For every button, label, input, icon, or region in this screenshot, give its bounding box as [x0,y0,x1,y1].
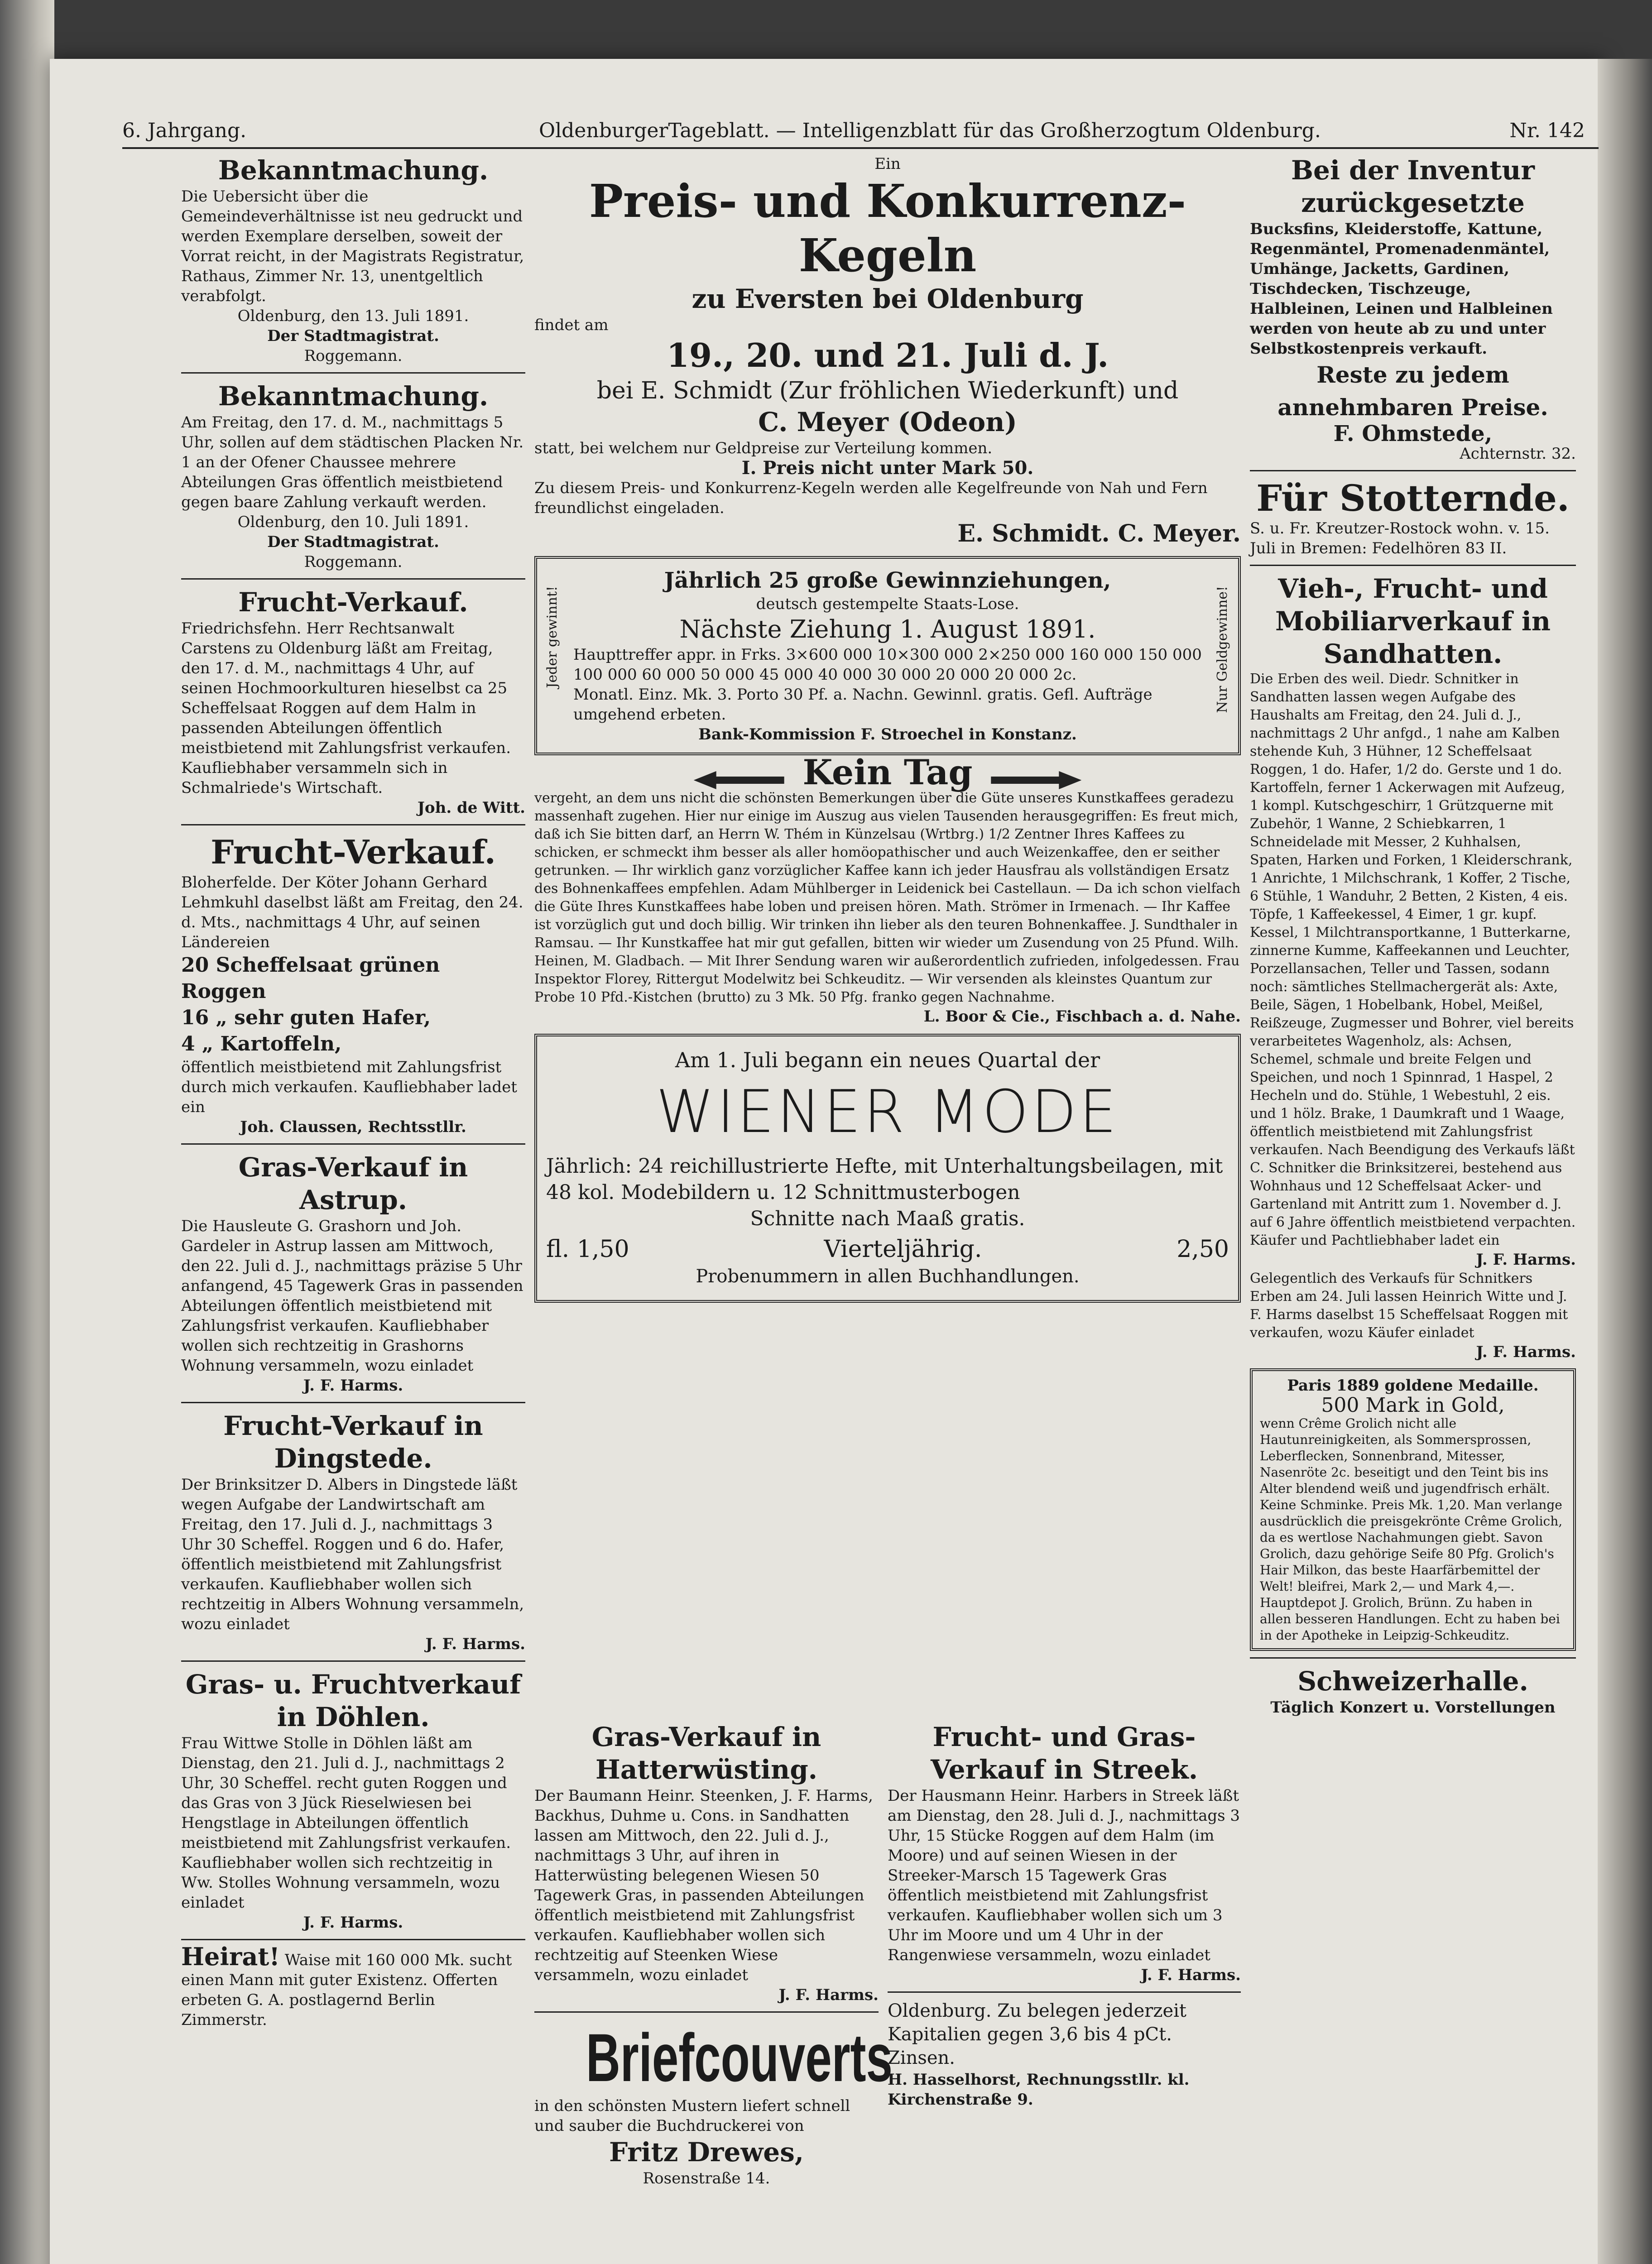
wiener-mode-logo: WIENER MODE [656,1077,1119,1146]
ad-text: in den schönsten Mustern liefert schnell und sauber die Buchdruckerei von [534,2097,850,2135]
divider [1250,565,1576,566]
ad-kein-tag [534,752,1241,1026]
divider [1250,1657,1576,1659]
ad-text: Bloherfelde. Der Köter Johann Gerhard Lehmkuhl daselbst läßt am Freitag, den 24. d. Mts., nachmittags 4 Uhr, auf seinen Ländereien [181,873,523,951]
ad-text: S. u. Fr. Kreutzer-Rostock wohn. v. 15. Juli in Bremen: Fedelhören 83 II. [1250,519,1550,557]
column-middle-left [534,1721,893,2188]
ad-signature: Bank-Kommission F. Stroechel in Konstanz. [698,725,1077,743]
ad-place: zu Eversten bei Oldenburg [692,283,1084,314]
ad-title: Frucht- und Gras-Verkauf in Streek. [930,1722,1198,1785]
column-middle [534,154,1241,1303]
ad-title: Bekanntmachung. [218,155,489,186]
ad-line: 20 Scheffelsaat grünen Roggen [181,954,440,1003]
ad-signature: E. Schmidt. C. Meyer. [957,520,1241,547]
ad-inventur [1250,154,1576,464]
ad-frucht-verkauf-1 [181,586,525,818]
ad-title: Jährlich 25 große Gewinnziehungen, [664,568,1111,593]
ad-sandhatten [1250,572,1576,1362]
divider [888,1991,1241,1993]
ad-title: Preis- und Konkurrenz-Kegeln [589,174,1186,282]
divider [181,372,525,374]
ad-text: bei E. Schmidt (Zur fröhlichen Wiederkunft) und [596,377,1179,404]
pointing-hand-icon [694,771,784,789]
ad-line: 16 „ sehr guten Hafer, [181,1006,431,1029]
ad-text: Frau Wittwe Stolle in Döhlen läßt am Dienstag, den 21. Juli d. J., nachmittags 2 Uhr, 30 Scheffel. recht guten Roggen und das Gras von 3 Jück Rieselwiesen bei Hengstlage in Abteilungen öffentlich meistbietend mit Zahlungsfrist verkaufen. Kaufliebhaber wollen sich rechtzeitig in Ww. Stolles Wohnung versammeln, wozu einladet [181,1734,511,1912]
issue-number: Nr. 142 [1509,119,1585,142]
ad-next: Nächste Ziehung 1. August 1891. [679,615,1096,643]
ad-name: Roggemann. [304,553,403,571]
ad-title: Schweizerhalle. [1297,1666,1528,1697]
ad-signature: J. F. Harms. [425,1635,525,1653]
ad-text: Friedrichsfehn. Herr Rechtsanwalt Carstens zu Oldenburg läßt am Freitag, den 17. d. M., nachmittags 4 Uhr, auf seinen Hochmoorkulturen hieselbst ca 25 Scheffelsaat Roggen auf dem Halm in passenden Abteilungen öffentlich meistbietend mit Zahlungsfrist verkaufen. Kaufliebhaber versammeln sich in Schmalriede's Wirtschaft. [181,619,511,797]
ad-address: Rosenstraße 14. [643,2169,770,2187]
ad-title: Gras-Verkauf in Astrup. [238,1152,468,1215]
side-label: Nur Geldgewinne! [1215,586,1230,713]
ad-wiener-mode [534,1034,1241,1303]
ad-bekanntmachung-2 [181,380,525,572]
ad-title: Frucht-Verkauf. [238,587,468,618]
ad-sub: 500 Mark in Gold, [1321,1394,1505,1417]
ad-date: Oldenburg, den 13. Juli 1891. [237,307,469,325]
ad-signature: Joh. de Witt. [417,799,525,817]
book-spine [0,0,54,2264]
ad-dates: 19., 20. und 21. Juli d. J. [666,336,1109,374]
ad-text: Bucksfins, Kleiderstoffe, Kattune, Regenmäntel, Promenadenmäntel, Umhänge, Jacketts, Gardinen, Tischdecken, Tischzeuge, Halbleinen, Leinen und Halbleinen werden von heute ab zu und unter Selbstkostenpreis verkauft. [1250,220,1553,358]
ad-prize: I. Preis nicht unter Mark 50. [741,457,1034,479]
ad-head: Am 1. Juli begann ein neues Quartal der [675,1048,1100,1072]
ad-signature: J. F. Harms. [778,1986,879,2004]
ad-signature: H. Hasselhorst, Rechnungsstllr. kl. Kirchenstraße 9. [888,2071,1190,2109]
ad-signature: Der Stadtmagistrat. [267,533,439,551]
divider [534,2011,879,2013]
ad-signature: J. F. Harms. [303,1914,403,1932]
ad-signature: F. Ohmstede, [1333,421,1493,446]
ad-dingstede [181,1410,525,1654]
ad-text: C. Meyer (Odeon) [758,407,1017,437]
ad-sub: deutsch gestempelte Staats-Lose. [756,595,1019,613]
side-label: Jeder gewinnt! [544,586,560,688]
ad-text: Der Brinksitzer D. Albers in Dingstede läßt wegen Aufgabe der Landwirtschaft am Freitag, den 17. Juli d. J., nachmittags 3 Uhr 30 Scheffel. Roggen und 6 do. Hafer, öffentlich meistbietend mit Zahlungsfrist verkaufen. Kaufliebhaber wollen sich rechtzeitig in Albers Wohnung versammeln, wozu einladet [181,1476,524,1633]
ad-date: Oldenburg, den 10. Juli 1891. [237,513,469,531]
divider [181,1939,525,1940]
column-right [1250,154,1576,1717]
ad-text: öffentlich meistbietend mit Zahlungsfrist durch mich verkaufen. Kaufliebhaber ladet ein [181,1058,517,1116]
ad-text: Monatl. Einz. Mk. 3. Porto 30 Pf. a. Nachn. Gewinnl. gratis. Gefl. Aufträge umgehend erbeten. [573,686,1153,724]
ad-text: Täglich Konzert u. Vorstellungen [1270,1698,1556,1717]
price-right: 2,50 [1177,1236,1229,1263]
divider [181,1402,525,1403]
ad-bekanntmachung-1 [181,154,525,366]
ad-text: Die Uebersicht über die Gemeindeverhältnisse ist neu gedruckt und werden Exemplare derselben, soweit der Vorrat reicht, in der Magistrats Registratur, Rathaus, Zimmer Nr. 13, unentgeltlich verabfolgt. [181,187,524,305]
ad-address: Achternstr. 32. [1460,445,1576,463]
ad-doehlen [181,1668,525,1933]
ad-text: vergeht, an dem uns nicht die schönsten Bemerkungen über die Güte unseres Kunstkaffees geradezu massenhaft zugehen. Hier nur einige im Auszug aus vielen Tausenden herausgegriffen: Es freut mich, daß ich Sie bitten darf, an Herrn W. Thém in Künzelsau (Wrtbrg.) 1/2 Zentner Ihres Kaffees zu schicken, er schmeckt ihm besser als aller homöopathischer und auch Weizenkaffee, den er seither getrunken. — Ihr wirklich ganz vorzüglicher Kaffee kann ich jeder Hausfrau als vollständigen Ersatz des Bohnenkaffees empfehlen. Adam Mühlberger in Leidenick bei Castellaun. — Da ich schon vielfach die Güte Ihres Kunstkaffees habe loben und preisen hören. Math. Strömer in Irmenach. — Ihr Kaffee ist vorzüglich gut und doch billig. Wir trinken ihn lieber als den teuren Bohnenkaffee. J. Sundthaler in Ramsau. — Ihr Kunstkaffee hat mir gut gefallen, bitten wir wieder um Zusendung von 25 Pfund. Wilh. Heinen, M. Gladbach. — Mit Ihrer Sendung waren wir außerordentlich zufrieden, infolgedessen. Frau Inspektor Florey, Rittergut Modelwitz bei Schkeuditz. — Wir versenden als kleinstes Quantum zur Probe 10 Pfd.-Kistchen (brutto) zu 3 Mk. 50 Pfg. franko gegen Nachnahme. [534,790,1241,1005]
ad-text: Die Hausleute G. Grashorn und Joh. Gardeler in Astrup lassen am Mittwoch, den 22. Juli d. J., nachmittags präzise 5 Uhr anfangend, 45 Tagewerk Gras in passenden Abteilungen öffentlich meistbietend mit Zahlungsfrist verkaufen. Kaufliebhaber wollen sich rechtzeitig in Grashorns Wohnung versammeln, wozu einladet [181,1217,523,1375]
price-left: fl. 1,50 [546,1236,629,1263]
ad-text: Oldenburg. Zu belegen jederzeit Kapitalien gegen 3,6 bis 4 pCt. Zinsen. [888,2000,1186,2068]
ad-text: Gelegentlich des Verkaufs für Schnitkers Erben am 24. Juli lassen Heinrich Witte und J. F. Harms daselbst 15 Scheffelsaat Roggen mit verkaufen, wozu Käufer einladet [1250,1271,1568,1341]
ad-text: Die Erben des weil. Diedr. Schnitker in Sandhatten lassen wegen Aufgabe des Haushalts am Freitag, den 24. Juli d. J., nachmittags 2 Uhr anfgd., 1 nahe am Kalben stehende Kuh, 3 Hühner, 12 Scheffelsaat Roggen, 1 do. Hafer, 1/2 do. Gerste und 1 do. Kartoffeln, ferner 1 Ackerwagen mit Aufzeug, 1 kompl. Kutschgeschirr, 1 Grützquerne mit Zubehör, 1 Wanne, 2 Schiebkarren, 1 Schneidelade mit Messer, 2 Kuhhalsen, Spaten, Harken und Forken, 1 Kleiderschrank, 1 Anrichte, 1 Milchschrank, 1 Koffer, 2 Tische, 6 Stühle, 1 Wanduhr, 2 Betten, 2 Kisten, 4 eis. Töpfe, 1 Kaffeekessel, 4 Eimer, 1 gr. kupf. Kessel, 1 Milchtransportkanne, 1 Butterkarne, zinnerne Kumme, Kaffeekannen und Leuchter, Porzellansachen, Teller und Tassen, sodann noch: sämtliches Stellmachergerät als: Axte, Beile, Sägen, 1 Hobelbank, Hobel, Meißel, Reißzeuge, Zugmesser und Bohrer, viel bereits verarbeitetes Wagenholz, als: Achsen, Schemel, schmale und breite Felgen und Speichen, und noch 1 Spinnrad, 1 Haspel, 2 Hecheln und do. Stühle, 1 Webestuhl, 2 eis. und 1 hölz. Brake, 1 Daumkraft und 1 Waage, öffentlich meistbietend mit Zahlungsfrist verkaufen. Nach Beendigung des Verkaufs läßt C. Schnitker die Brinksitzerei, bestehend aus Wohnhaus und 12 Scheffelsaat Acker- und Gartenland mit Antritt zum 1. November d. J. auf 6 Jahre öffentlich meistbietend verpachten. Käufer und Pachtliebhaber ladet ein [1250,671,1576,1248]
ad-title: Gras-Verkauf in Hatterwüsting. [591,1722,821,1785]
masthead: OldenburgerTageblatt. — Intelligenzblatt für das Großherzogtum Oldenburg. [539,119,1321,142]
divider [181,1143,525,1145]
ad-signature: J. F. Harms. [1141,1966,1241,1984]
ad-signature: J. F. Harms. [1476,1251,1576,1269]
ad-signature: Der Stadtmagistrat. [267,327,439,345]
ad-kegeln [534,154,1241,550]
ad-text: Schnitte nach Maaß gratis. [750,1207,1025,1230]
ad-text: findet am [534,316,609,334]
ad-title: Frucht-Verkauf. [211,833,496,871]
ad-signature: J. F. Harms. [303,1377,403,1395]
ad-title: Kein Tag [802,752,973,792]
ad-sub: Reste zu jedem annehmbaren Preise. [1277,361,1548,421]
ad-prizes: Haupttreffer appr. in Frks. 3×600 000 10×300 000 2×250 000 160 000 150 000 100 000 60 000 50 000 45 000 40 000 30 000 20 000 20 000 2c. [573,646,1202,684]
ad-text: Der Hausmann Heinr. Harbers in Streek läßt am Dienstag, den 28. Juli d. J., nachmittags 3 Uhr, 15 Stücke Roggen auf dem Halm (im Moore) und auf seinen Wiesen in der Streeker-Marsch 15 Tagewerk Gras öffentlich meistbietend mit Zahlungsfrist verkaufen. Kaufliebhaber wollen sich um 3 Uhr im Moore und um 4 Uhr in der Rangenwiese versammeln, wozu einladet [888,1787,1240,1964]
divider [181,578,525,580]
divider [1250,470,1576,471]
ad-title: Bekanntmachung. [218,381,489,412]
ad-text: Jährlich: 24 reichillustrierte Hefte, mit Unterhaltungsbeilagen, mit 48 kol. Modebildern u. 12 Schnittmusterbogen [546,1155,1223,1204]
ad-title: Paris 1889 goldene Medaille. [1287,1377,1539,1395]
ad-heirat [181,1942,525,2030]
ad-name: Fritz Drewes, [609,2137,804,2168]
ad-lotterie [534,556,1241,755]
ad-text: wenn Crême Grolich nicht alle Hautunreinigkeiten, als Sommersprossen, Leberflecken, Sonnenbrand, Mitesser, Nasenröte 2c. beseitigt und den Teint bis ins Alter blendend weiß und jugendfrisch erhält. Keine Schminke. Preis Mk. 1,20. Man verlange ausdrücklich die preisgekrönte Crême Grolich, da es wertlose Nachahmungen giebt. Savon Grolich, dazu gehörige Seife 80 Pfg. Grolich's Hair Milkon, das beste Haarfärbemittel der Welt! bleifrei, Mark 2,— und Mark 4,—. Hauptdepot J. Grolich, Brünn. Zu haben in allen besseren Handlungen. Echt zu haben bei in der Apotheke in Leipzig-Schkeuditz. [1260,1416,1563,1643]
ad-gras-astrup [181,1151,525,1396]
column-middle-right [888,1721,1241,2110]
page-edge [1598,59,1652,2264]
ad-title: Frucht-Verkauf in Dingstede. [223,1410,483,1474]
ad-signature: J. F. Harms. [1476,1343,1576,1361]
ad-title: Für Stotternde. [1256,477,1570,519]
ad-frucht-verkauf-2 [181,832,525,1137]
ad-title: Heirat! [181,1942,280,1971]
divider [181,1660,525,1662]
column-left [181,154,525,2030]
ad-title: Gras- u. Fruchtverkauf in Döhlen. [185,1669,521,1732]
ad-grolich [1250,1368,1576,1651]
ad-text: Zu diesem Preis- und Konkurrenz-Kegeln werden alle Kegelfreunde von Nah und Fern freundlichst eingeladen. [534,479,1208,517]
ad-signature: Joh. Claussen, Rechtsstllr. [240,1118,466,1136]
ad-stotternde [1250,478,1576,558]
ad-pre: Ein [874,155,901,173]
ad-name: Roggemann. [304,347,403,365]
volume-label: 6. Jahrgang. [122,119,247,142]
ad-title: Bei der Inventur zurückgesetzte [1291,155,1535,218]
ad-foot: Probenummern in allen Buchhandlungen. [696,1266,1080,1287]
ad-text: Waise mit 160 000 Mk. sucht einen Mann mit guter Existenz. Offerten erbeten G. A. postlagernd Berlin Zimmerstr. [181,1951,512,2029]
ad-title: Vieh-, Frucht- und Mobiliarverkauf in Sandhatten. [1275,573,1551,669]
ad-title: Briefcouverts [586,2019,893,2096]
pointing-hand-icon [991,771,1081,789]
ad-text: Der Baumann Heinr. Steenken, J. F. Harms, Backhus, Duhme u. Cons. in Sandhatten lassen am Mittwoch, den 22. Juli d. J., nachmittags 3 Uhr, auf ihren in Hatterwüsting belegenen Wiesen 50 Tagewerk Gras, in passenden Abteilungen öffentlich meistbietend mit Zahlungsfrist verkaufen. Kaufliebhaber wollen sich rechtzeitig auf Steenken Wiese versammeln, wozu einladet [534,1787,873,1984]
page-header [122,115,1599,149]
ad-text: Am Freitag, den 17. d. M., nachmittags 5 Uhr, sollen auf dem städtischen Placken Nr. 1 an der Ofener Chaussee mehrere Abteilungen Gras öffentlich meistbietend gegen baare Zahlung verkauft werden. [181,413,524,511]
divider [181,824,525,825]
price-label: Vierteljährig. [824,1236,982,1263]
ad-signature: L. Boor & Cie., Fischbach a. d. Nahe. [923,1007,1241,1026]
ad-line: 4 „ Kartoffeln, [181,1032,342,1055]
ad-text: statt, bei welchem nur Geldpreise zur Verteilung kommen. [534,439,993,457]
